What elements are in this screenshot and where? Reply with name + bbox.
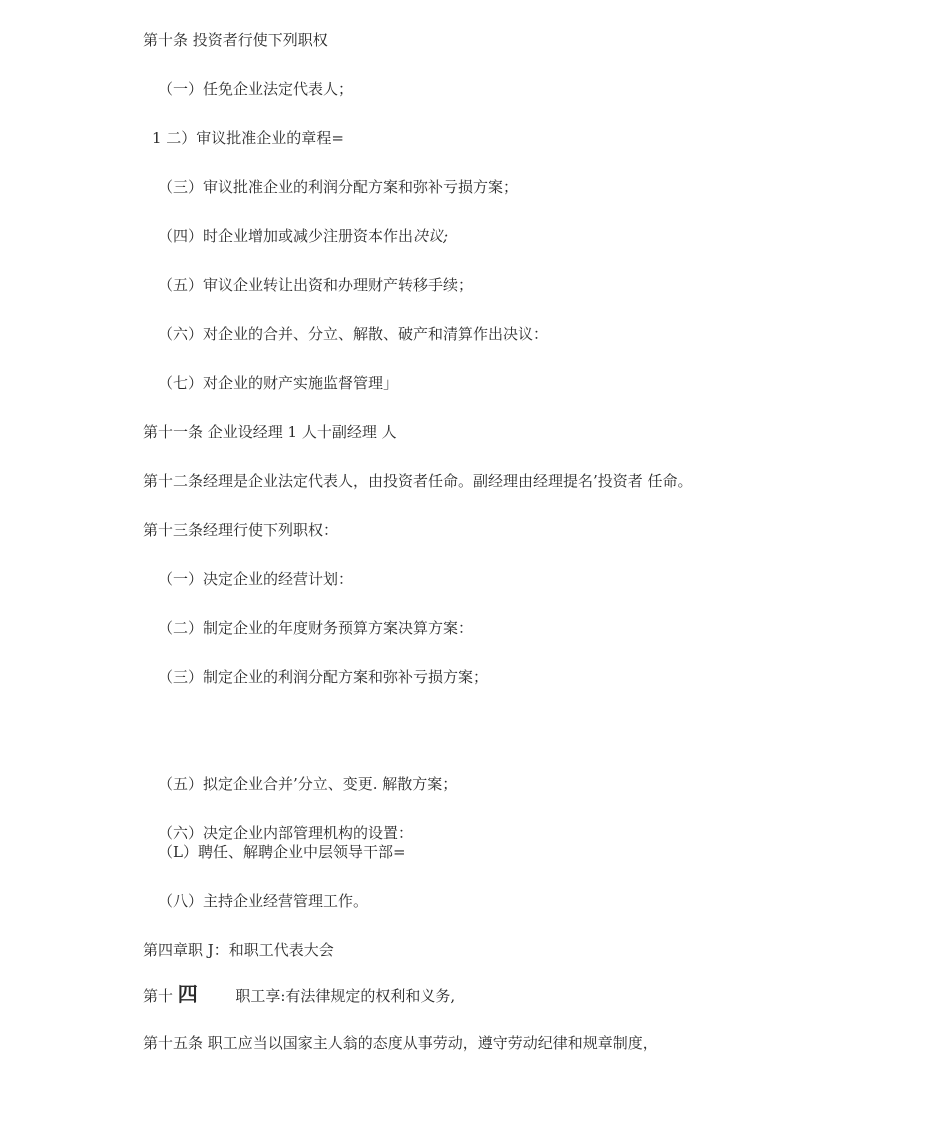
article-10-item-1: （一）任免企业法定代表人；: [158, 80, 354, 98]
article-13-item-6: （六）决定企业内部管理机构的设置：: [158, 824, 414, 842]
article-13-item-8: （八）主持企业经营管理工作。: [158, 892, 369, 910]
article-15: 第十五条 职工应当以国家主人翁的态度从事劳动，遵守劳动纪律和规章制度，: [143, 1034, 658, 1052]
article-14: [143, 984, 455, 1006]
article-11: 第十一条 企业设经理 1 人十副经理 人: [143, 423, 397, 441]
article-13-heading: 第十三条经理行使下列职权：: [143, 521, 339, 539]
article-13-item-1: （一）决定企业的经营计划：: [158, 570, 354, 588]
article-10-heading: 第十条 投资者行使下列职权: [143, 31, 328, 49]
article-10-item-2: 1 二）审议批准企业的章程=: [152, 129, 344, 147]
article-10-item-4-italic: 决议;: [413, 227, 449, 245]
article-14-number: 四: [177, 982, 198, 1006]
article-14-text: 职工享:有法律规定的权利和义务,: [235, 987, 456, 1005]
article-13-item-2: （二）制定企业的年度财务预算方案决算方案：: [158, 619, 474, 637]
article-10-item-7: （七）对企业的财产实施监督管理」: [158, 374, 399, 392]
article-10-item-6: （六）对企业的合并、分立、解散、破产和清算作出决议：: [158, 325, 549, 343]
article-13-item-3: （三）制定企业的利润分配方案和弥补亏损方案；: [158, 668, 489, 686]
article-10-item-4: [158, 226, 448, 246]
article-13-item-7: （L）聘任、解聘企业中层领导干部=: [158, 843, 406, 861]
article-13-item-5: （五）拟定企业合并’分立、变更. 解散方案；: [158, 775, 458, 793]
article-10-item-5: （五）审议企业转让出资和办理财产转移手续；: [158, 276, 474, 294]
article-10-item-3: （三）审议批准企业的利润分配方案和弥补亏损方案；: [158, 178, 519, 196]
article-12: 第十二条经理是企业法定代表人，由投资者任命。副经理由经理提名’投资者 任命。: [143, 472, 693, 490]
article-14-prefix: 第十: [143, 987, 174, 1005]
article-10-item-4-text: （四）时企业增加或减少注册资本作出: [158, 227, 414, 245]
chapter-4-heading: 第四章职 J：和职工代表大会: [143, 941, 334, 959]
